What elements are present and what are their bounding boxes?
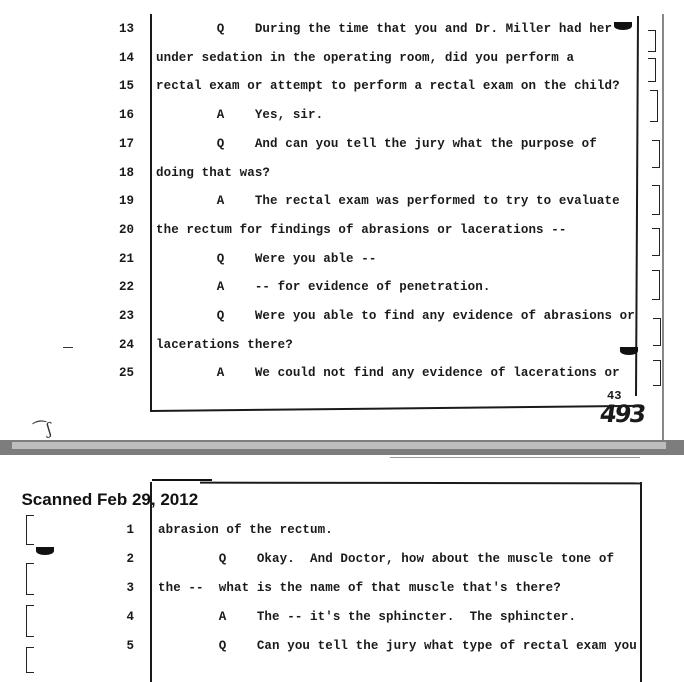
edge-mark <box>653 360 661 386</box>
line-number: 19 <box>118 194 134 209</box>
transcript-line <box>0 581 684 609</box>
page-number: 43 <box>607 389 622 403</box>
line-number: 1 <box>126 523 134 537</box>
line-number: 5 <box>126 639 134 653</box>
line-text: under sedation in the operating room, did you perform a <box>156 50 575 65</box>
line-text: Q Were you able -- <box>156 251 377 266</box>
scan-divider-band <box>0 440 684 456</box>
edge-rule <box>662 14 664 442</box>
line-number: 15 <box>118 79 134 94</box>
line-number: 17 <box>118 136 134 151</box>
scan-date-text: Scanned Feb 29, 2012 <box>21 490 199 509</box>
line-number: 18 <box>118 165 134 180</box>
transcript-line <box>0 79 684 107</box>
scan-date-banner <box>12 470 198 530</box>
transcript-line <box>0 610 684 638</box>
line-text: lacerations there? <box>156 337 293 352</box>
transcript-line <box>0 252 684 280</box>
line-text: abrasion of the rectum. <box>158 523 333 537</box>
line-text: the -- what is the name of that muscle that's there? <box>158 581 561 595</box>
line-number: 14 <box>118 50 134 65</box>
transcript-line <box>0 194 684 222</box>
line-text: Q Were you able to find any evidence of abrasions or <box>156 309 635 323</box>
transcript-line <box>0 309 684 337</box>
line-number: 20 <box>118 222 134 237</box>
line-number: 4 <box>126 610 134 624</box>
handwritten-page-stamp: 493 <box>598 400 647 428</box>
hole-punch-mark <box>36 547 54 555</box>
transcript-line <box>0 552 684 580</box>
bottom-rule <box>150 405 640 412</box>
line-text: Q During the time that you and Dr. Miller had her <box>156 22 613 36</box>
line-text: A We could not find any evidence of lacerations or <box>156 366 620 381</box>
line-text: A Yes, sir. <box>156 108 324 123</box>
edge-mark <box>26 605 34 637</box>
hole-punch-mark <box>620 347 638 355</box>
transcript-line <box>0 223 684 251</box>
transcript-line <box>0 137 684 165</box>
transcript-line <box>0 338 684 366</box>
edge-mark <box>650 90 658 122</box>
margin-tick <box>63 347 73 348</box>
line-number: 3 <box>126 581 134 595</box>
transcript-line <box>0 166 684 194</box>
edge-mark <box>652 270 660 300</box>
line-text: Q Okay. And Doctor, how about the muscle tone of <box>158 552 615 566</box>
line-number: 23 <box>118 309 134 323</box>
edge-mark <box>652 140 660 168</box>
transcript-line <box>0 108 684 136</box>
line-number: 21 <box>118 251 134 266</box>
transcript-line <box>0 639 684 667</box>
line-number: 2 <box>126 552 134 566</box>
top-rule <box>200 482 640 484</box>
edge-mark <box>648 30 656 52</box>
line-text: A -- for evidence of penetration. <box>156 280 491 295</box>
line-text: the rectum for findings of abrasions or lacerations -- <box>156 222 567 237</box>
line-text: Q And can you tell the jury what the purpose of <box>156 136 597 151</box>
line-number: 22 <box>118 280 134 295</box>
line-text: Q Can you tell the jury what type of rectal exam you <box>158 639 637 653</box>
line-text: A The rectal exam was performed to try to evaluate <box>156 194 620 209</box>
edge-mark <box>652 185 660 215</box>
edge-mark <box>26 563 34 595</box>
top-rule-faint <box>390 457 640 458</box>
transcript-line <box>0 366 684 394</box>
edge-mark <box>653 318 661 346</box>
line-text: A The -- it's the sphincter. The sphincter. <box>158 610 577 624</box>
hole-punch-mark <box>614 22 632 30</box>
margin-scribble: ⁀ʃ <box>32 418 53 441</box>
line-number: 24 <box>118 337 134 352</box>
line-number: 13 <box>118 22 134 36</box>
transcript-line <box>0 22 684 50</box>
edge-mark <box>26 647 34 673</box>
line-number: 25 <box>118 366 134 381</box>
strike-rule <box>152 479 212 481</box>
transcript-line <box>0 280 684 308</box>
edge-mark <box>652 228 660 256</box>
transcript-line <box>0 51 684 79</box>
line-number: 16 <box>118 108 134 123</box>
line-text: doing that was? <box>156 165 271 180</box>
edge-mark <box>648 58 656 82</box>
line-text: rectal exam or attempt to perform a rectal exam on the child? <box>156 79 620 94</box>
